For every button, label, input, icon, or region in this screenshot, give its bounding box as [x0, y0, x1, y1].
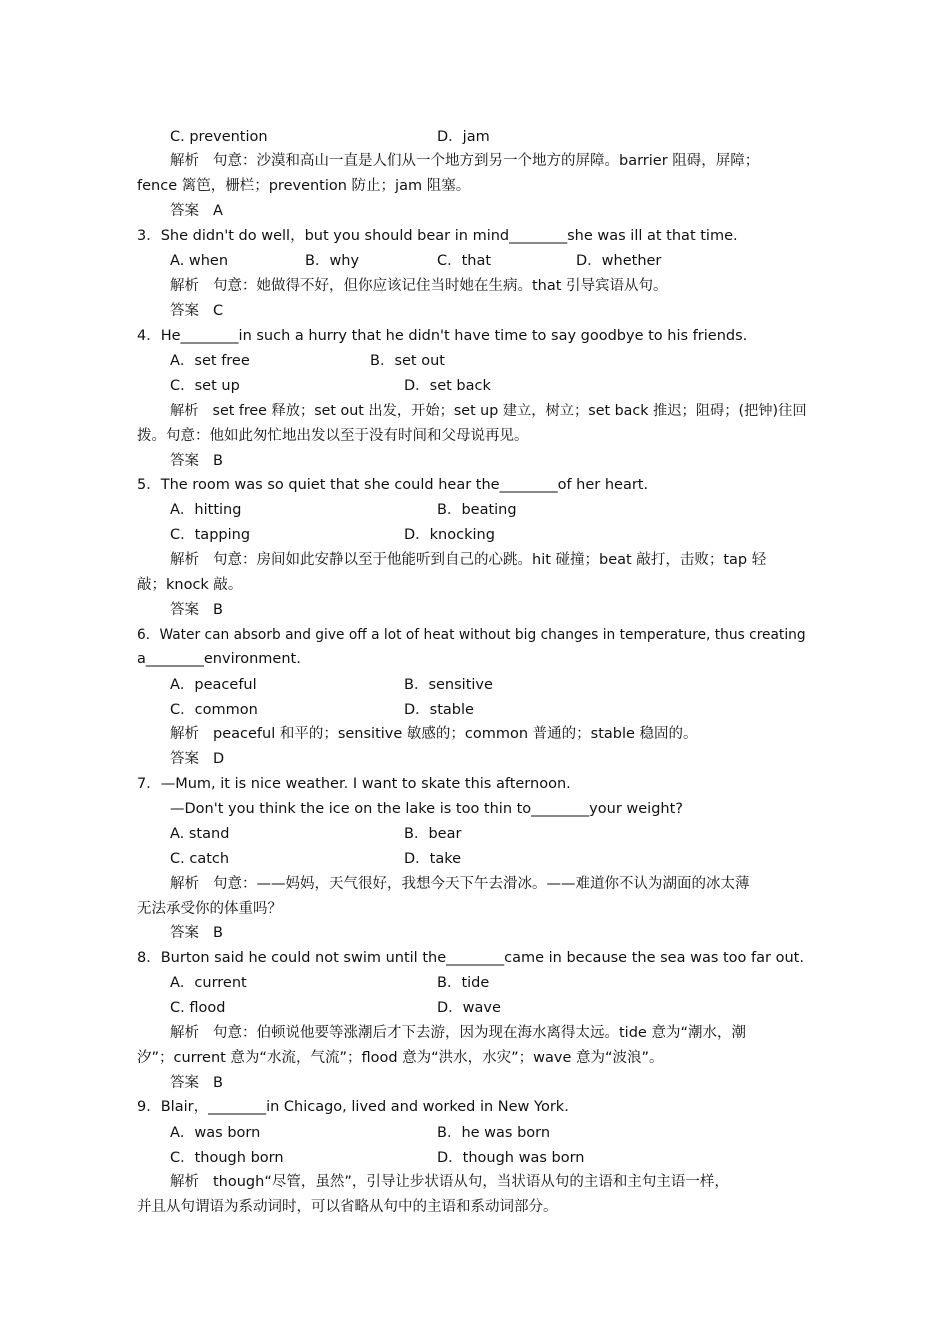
- q7-option-a: A. stand: [170, 826, 230, 842]
- q8-stem: 8．Burton said he could not swim until the________came in because the sea was too far out.: [137, 950, 804, 966]
- q6-stem-line1: 6．Water can absorb and give off a lot of heat without big changes in temperature, thus creating: [137, 627, 806, 643]
- answer-label: 答案: [170, 203, 199, 219]
- answer-label: 答案: [170, 1075, 199, 1091]
- q8-option-b: B．tide: [437, 975, 490, 991]
- q3-answer-value: C: [213, 303, 224, 319]
- q2-answer: [170, 201, 223, 221]
- q6-option-a: A．peaceful: [170, 677, 257, 693]
- q4-option-d: D．set back: [404, 378, 491, 394]
- q5-explanation-line2: 敲；knock 敲。: [137, 577, 243, 593]
- q5-option-b: B．beating: [437, 502, 517, 518]
- q5-answer: [170, 600, 223, 620]
- q6-answer-value: D: [213, 751, 225, 767]
- q2-explanation-line1: [170, 151, 759, 171]
- q4-explanation-text1: set free 释放；set out 出发，开始；set up 建立，树立；set back 推迟；阻碍；(把钟)往回: [212, 403, 807, 419]
- q5-option-d: D．knocking: [404, 527, 495, 543]
- q9-explanation-line1: [170, 1172, 729, 1192]
- q3-option-a: A. when: [170, 253, 229, 269]
- q4-explanation-line1: [170, 401, 807, 421]
- q7-explanation-line2: 无法承受你的体重吗？: [137, 901, 282, 917]
- q4-explanation-line2: 拨。句意：他如此匆忙地出发以至于没有时间和父母说再见。: [137, 428, 529, 444]
- q7-stem-line1: 7．—Mum, it is nice weather. I want to skate this afternoon.: [137, 776, 571, 792]
- q2-explanation-text1: 句意：沙漠和高山一直是人们从一个地方到另一个地方的屏障。barrier 阻碍，屏障；: [213, 153, 760, 169]
- q3-answer: [170, 301, 223, 321]
- q8-explanation-line2: 汐”；current 意为“水流，气流”；flood 意为“洪水，水灾”；wave 意为“波浪”。: [137, 1050, 664, 1066]
- q5-stem: 5．The room was so quiet that she could hear the________of her heart.: [137, 477, 649, 493]
- q2-option-d: D．jam: [437, 129, 490, 145]
- q3-option-d: D．whether: [576, 253, 662, 269]
- q3-option-b: B．why: [305, 253, 360, 269]
- q4-option-b: B．set out: [370, 353, 445, 369]
- q6-stem-line2: a________environment.: [137, 651, 301, 667]
- q6-explanation-line1: [170, 724, 698, 744]
- q7-answer: [170, 923, 223, 943]
- q3-explanation-text1: 句意：她做得不好，但你应该记住当时她在生病。that 引导宾语从句。: [213, 278, 668, 294]
- q9-option-a: A．was born: [170, 1125, 261, 1141]
- explanation-label: 解析: [170, 552, 199, 568]
- q5-answer-value: B: [213, 602, 223, 618]
- q3-stem: 3．She didn't do well，but you should bear in mind________she was ill at that time.: [137, 228, 738, 244]
- answer-label: 答案: [170, 453, 199, 469]
- q7-option-c: C. catch: [170, 851, 230, 867]
- explanation-label: 解析: [170, 153, 199, 169]
- q4-stem: 4．He________in such a hurry that he didn't have time to say goodbye to his friends.: [137, 328, 748, 344]
- q7-explanation-text1: 句意：——妈妈，天气很好，我想今天下午去滑冰。——难道你不认为湖面的冰太薄: [213, 876, 750, 892]
- q4-answer-value: B: [213, 453, 223, 469]
- q9-option-c: C．though born: [170, 1150, 284, 1166]
- explanation-label: 解析: [170, 876, 199, 892]
- explanation-label: 解析: [170, 1025, 199, 1041]
- answer-label: 答案: [170, 751, 199, 767]
- q7-answer-value: B: [213, 925, 223, 941]
- explanation-label: 解析: [170, 726, 199, 742]
- q6-option-d: D．stable: [404, 702, 474, 718]
- q6-option-c: C．common: [170, 702, 258, 718]
- q2-answer-value: A: [213, 203, 223, 219]
- answer-label: 答案: [170, 925, 199, 941]
- q8-option-d: D．wave: [437, 1000, 501, 1016]
- q9-option-d: D．though was born: [437, 1150, 585, 1166]
- explanation-label: 解析: [170, 1174, 199, 1190]
- q9-explanation-text1: though“尽管，虽然”，引导让步状语从句，当状语从句的主语和主句主语一样，: [213, 1174, 729, 1190]
- q9-stem: 9．Blair，________in Chicago, lived and worked in New York.: [137, 1099, 569, 1115]
- q8-answer: [170, 1073, 223, 1093]
- q9-explanation-line2: 并且从句谓语为系动词时，可以省略从句中的主语和系动词部分。: [137, 1199, 558, 1215]
- answer-label: 答案: [170, 602, 199, 618]
- q4-answer: [170, 451, 223, 471]
- q8-explanation-text1: 句意：伯顿说他要等涨潮后才下去游，因为现在海水离得太远。tide 意为“潮水，潮: [213, 1025, 746, 1041]
- q2-option-c: C. prevention: [170, 129, 268, 145]
- q8-option-c: C. flood: [170, 1000, 226, 1016]
- q5-explanation-text1: 句意：房间如此安静以至于他能听到自己的心跳。hit 碰撞；beat 敲打，击败；tap 轻: [213, 552, 767, 568]
- q3-option-c: C．that: [437, 253, 492, 269]
- answer-label: 答案: [170, 303, 199, 319]
- q6-explanation-text1: peaceful 和平的；sensitive 敏感的；common 普通的；stable 稳固的。: [213, 726, 698, 742]
- q5-explanation-line1: [170, 550, 766, 570]
- q4-option-c: C．set up: [170, 378, 240, 394]
- q8-option-a: A．current: [170, 975, 247, 991]
- q2-explanation-line2: fence 篱笆，栅栏；prevention 防止；jam 阻塞。: [137, 178, 471, 194]
- explanation-label: 解析: [170, 403, 199, 419]
- q6-option-b: B．sensitive: [404, 677, 493, 693]
- q9-option-b: B．he was born: [437, 1125, 551, 1141]
- q5-option-c: C．tapping: [170, 527, 251, 543]
- q7-explanation-line1: [170, 874, 750, 894]
- q8-answer-value: B: [213, 1075, 223, 1091]
- q7-option-b: B．bear: [404, 826, 462, 842]
- q3-explanation-line1: [170, 276, 668, 296]
- q5-option-a: A．hitting: [170, 502, 242, 518]
- q4-option-a: A．set free: [170, 353, 250, 369]
- explanation-label: 解析: [170, 278, 199, 294]
- q7-option-d: D．take: [404, 851, 462, 867]
- q8-explanation-line1: [170, 1023, 746, 1043]
- q6-answer: [170, 749, 224, 769]
- q7-stem-line2: —Don't you think the ice on the lake is too thin to________your weight?: [170, 801, 683, 817]
